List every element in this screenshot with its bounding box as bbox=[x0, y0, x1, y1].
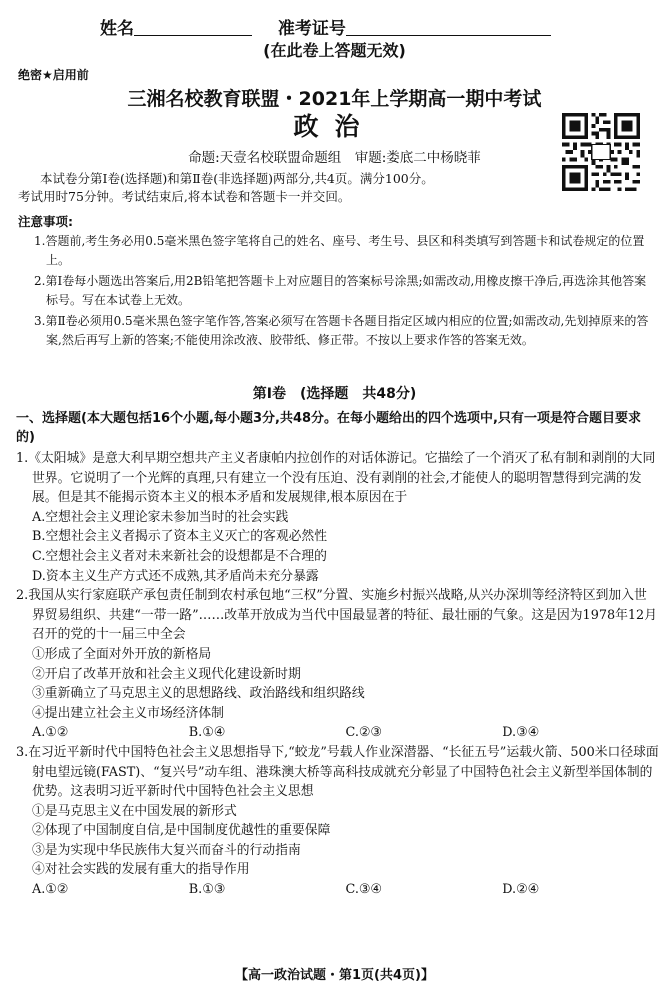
name-label: 姓名 bbox=[100, 19, 134, 39]
note-item-3: 3.第Ⅱ卷必须用0.5毫米黑色签字笔作答,答案必须写在答题卡各题目指定区域内相应的位置;如需改动,先划掉原来的答案,然后再写上新的答案;不能使用涂改液、胶带纸、修正带。不按以上要求作答的答案无效。 bbox=[34, 314, 649, 347]
notes-title: 注意事项: bbox=[18, 214, 73, 229]
statement-3: ③是为实现中华民族伟大复兴而奋斗的行动指南 bbox=[32, 842, 301, 858]
intro-line-2: 考试用时75分钟。考试结束后,将本试卷和答题卡一并交回。 bbox=[18, 189, 351, 204]
part-one-title: 第Ⅰ卷 (选择题 共48分) bbox=[252, 386, 417, 402]
option-c: C.空想社会主义者对未来新社会的设想都是不合理的 bbox=[32, 548, 327, 564]
answer-options bbox=[16, 723, 659, 743]
page-footer: 【高一政治试题・第1页(共4页)】 bbox=[235, 968, 434, 983]
exam-title: 三湘名校教育联盟・2021年上学期高一期中考试 bbox=[127, 88, 542, 110]
option-b: B.①③ bbox=[188, 882, 226, 898]
option-a: A.①② bbox=[32, 725, 69, 741]
option-c: C.③④ bbox=[345, 882, 382, 898]
statement-4: ④对社会实践的发展有重大的指导作用 bbox=[32, 862, 250, 878]
question-list bbox=[16, 449, 659, 900]
authors-line: 命题:天壹名校联盟命题组 审题:娄底二中杨晓菲 bbox=[188, 150, 481, 166]
option-a: A.①② bbox=[32, 882, 69, 898]
question-stem: 2.我国从实行家庭联产承包责任制到农村承包地“三权”分置、实施乡村振兴战略,从兴办深圳等经济特区到加入世界贸易组织、共建“一带一路”……改革开放成为当代中国最显著的特征、最壮丽的气象。这是因为1978年12月召开的党的十一届三中全会 bbox=[16, 588, 657, 643]
answer-options bbox=[16, 880, 659, 900]
option-d: D.资本主义生产方式还不成熟,其矛盾尚未充分暴露 bbox=[32, 568, 319, 584]
answer-invalid-notice: (在此卷上答题无效) bbox=[263, 41, 406, 60]
subject-title: 政治 bbox=[293, 112, 376, 141]
confidential-mark: 绝密★启用前 bbox=[18, 68, 89, 82]
exam-number-label: 准考证号 bbox=[277, 19, 346, 39]
note-item-1: 1.答题前,考生务必用0.5毫米黑色签字笔将自己的姓名、座号、考生号、县区和科类填写到答题卡和试卷规定的位置上。 bbox=[34, 234, 645, 267]
statement-1: ①是马克思主义在中国发展的新形式 bbox=[32, 803, 237, 819]
option-b: B.①④ bbox=[188, 725, 226, 741]
exam-number-blank bbox=[346, 18, 551, 36]
option-a: A.空想社会主义理论家未参加当时的社会实践 bbox=[32, 509, 289, 525]
section-instructions: 一、选择题(本大题包括16个小题,每小题3分,共48分。在每小题给出的四个选项中,只有一项是符合题目要求的) bbox=[16, 411, 641, 445]
note-item-2: 2.第Ⅰ卷每小题选出答案后,用2B铅笔把答题卡上对应题目的答案标号涂黑;如需改动,用橡皮擦干净后,再选涂其他答案标号。写在本试卷上无效。 bbox=[34, 274, 647, 307]
option-d: D.②④ bbox=[502, 882, 540, 898]
question-1 bbox=[16, 449, 659, 586]
name-blank bbox=[134, 18, 252, 36]
statement-2: ②开启了改革开放和社会主义现代化建设新时期 bbox=[32, 666, 301, 682]
candidate-info-line bbox=[100, 14, 551, 39]
question-stem: 3.在习近平新时代中国特色社会主义思想指导下,“蛟龙”号载人作业深潜器、“长征五号”运载火箭、500米口径球面射电望远镜(FAST)、“复兴号”动车组、港珠澳大桥等高科技成就充分彰显了中国特色社会主义新型举国体制的优势。这表明习近平新时代中国特色社会主义思想 bbox=[16, 744, 659, 800]
option-d: D.③④ bbox=[502, 725, 540, 741]
statement-3: ③重新确立了马克思主义的思想路线、政治路线和组织路线 bbox=[32, 686, 365, 702]
qr-code-image bbox=[562, 113, 640, 191]
statement-1: ①形成了全面对外开放的新格局 bbox=[32, 646, 212, 662]
exam-introduction bbox=[18, 170, 553, 206]
option-c: C.②③ bbox=[345, 725, 382, 741]
statement-4: ④提出建立社会主义市场经济体制 bbox=[32, 705, 224, 721]
intro-line-1: 本试卷分第Ⅰ卷(选择题)和第Ⅱ卷(非选择题)两部分,共4页。满分100分。 bbox=[40, 171, 434, 186]
question-stem: 1.《太阳城》是意大利早期空想共产主义者康帕内拉创作的对话体游记。它描绘了一个消灭了私有制和剥削的大同世界。它说明了一个光辉的真理,只有建立一个没有压迫、没有剥削的社会,才能使人的聪明智慧得到完满的发展。但是其不能揭示资本主义的根本矛盾和发展规律,根本原因在于 bbox=[16, 451, 656, 506]
statement-2: ②体现了中国制度自信,是中国制度优越性的重要保障 bbox=[32, 823, 331, 839]
option-b: B.空想社会主义者揭示了资本主义灭亡的客观必然性 bbox=[32, 529, 328, 545]
question-2 bbox=[16, 586, 659, 743]
notes-list bbox=[34, 232, 654, 352]
question-3 bbox=[16, 743, 659, 900]
